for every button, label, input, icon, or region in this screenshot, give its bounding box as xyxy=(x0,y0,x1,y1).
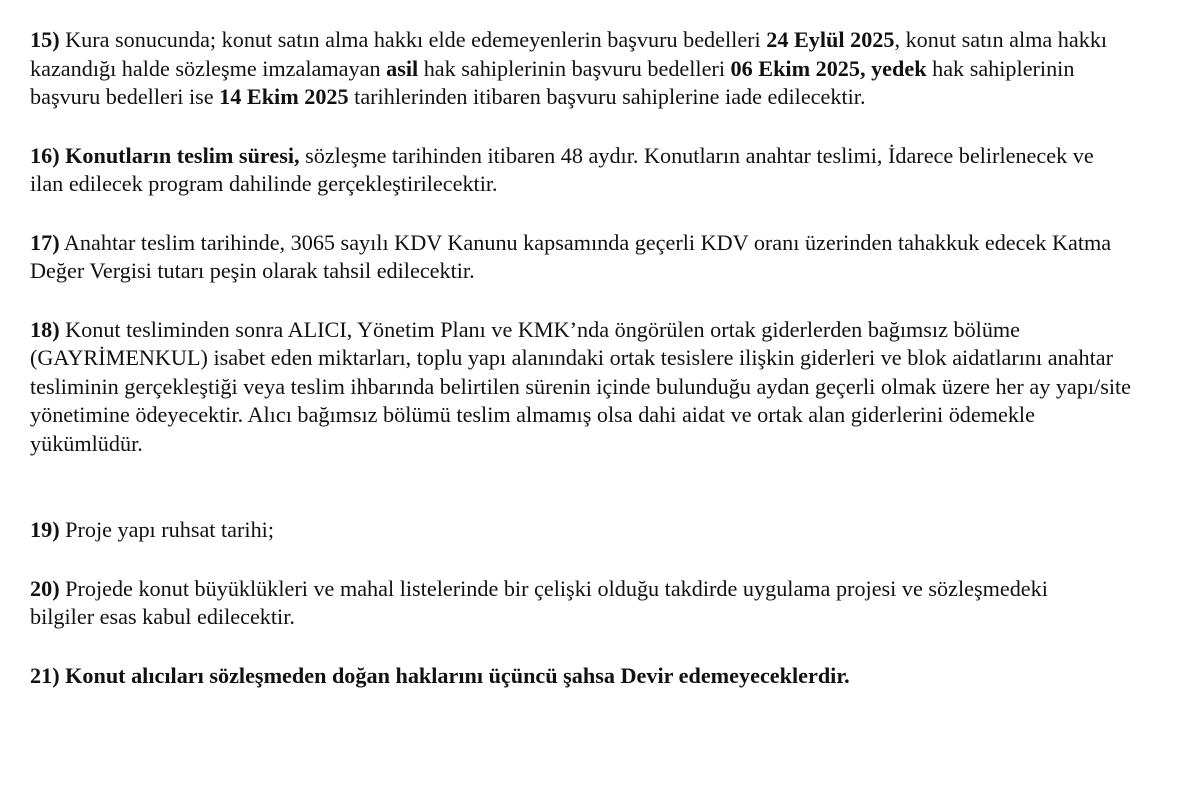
clause-20-number: 20) xyxy=(30,575,60,601)
clause-15-number: 15) xyxy=(30,27,60,52)
clause-15: 15) Kura sonucunda; konut satın alma hakkı elde edemeyenlerin başvuru bedelleri 24 Eylül 2025, konut satın alma hakkı kazandığı halde sözleşme imzalamayan asil hak sahiplerinin başvuru bedelleri 06 Ekim 2025, yedek hak sahiplerinin başvuru bedelleri ise 14 Ekim 2025 tarihlerinden itibaren başvuru sahiplerine iade edilecektir. xyxy=(30,27,1108,109)
clause-21 xyxy=(30,662,1170,691)
clause-17-number: 17) xyxy=(30,229,60,255)
clause-17: 17) Anahtar teslim tarihinde, 3065 sayılı KDV Kanunu kapsamında geçerli KDV oranı üzerinden tahakkuk edecek Katma Değer Vergisi tutarı peşin olarak tahsil edilecektir. xyxy=(30,229,1112,283)
clause-21-text: 21) Konut alıcıları sözleşmeden doğan haklarını üçüncü şahsa Devir edemeyeceklerdir. xyxy=(30,662,850,688)
clause-20: 20) Projede konut büyüklükleri ve mahal listelerinde bir çelişki olduğu takdirde uygulama projesi ve sözleşmedeki bilgiler esas kabul edilecektir. xyxy=(30,575,1048,629)
clause-18-number: 18) xyxy=(30,316,60,342)
clause-16: 16) Konutların teslim süresi, sözleşme tarihinden itibaren 48 aydır. Konutların anahtar teslimi, İdarece belirlenecek ve ilan edilecek program dahilinde gerçekleştirilecektir. xyxy=(30,142,1094,196)
clause-19: 19) Proje yapı ruhsat tarihi; xyxy=(30,517,275,542)
clause-18: 18) Konut tesliminden sonra ALICI, Yönetim Planı ve KMK’nda öngörülen ortak giderlerden bağımsız bölüme (GAYRİMENKUL) isabet eden miktarları, toplu yapı alanındaki ortak tesislere ilişkin giderleri ve blok aidatlarını anahtar tesliminin gerçekleştiği veya teslim ihbarında belirtilen sürenin içinde bulunduğu aydan geçerli olmak üzere her ay yapı/site yönetimine ödeyecektir. Alıcı bağımsız bölümü teslim almamış olsa dahi aidat ve ortak alan giderlerini ödemekle yükümlüdür. xyxy=(30,316,1132,456)
clause-16-heading: 16) Konutların teslim süresi, xyxy=(30,142,300,168)
document-page xyxy=(30,26,1170,690)
clause-19-number: 19) xyxy=(30,517,60,542)
